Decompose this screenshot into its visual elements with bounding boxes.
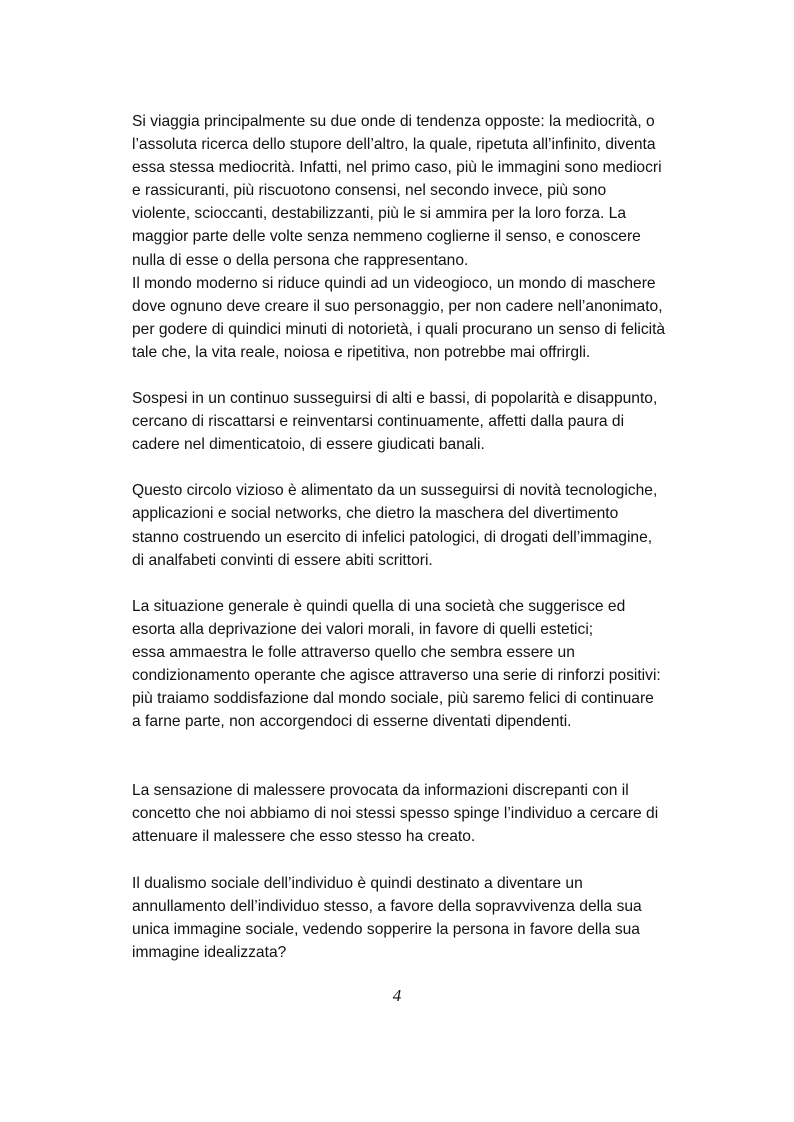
paragraph-7 [132,872,692,964]
text-line: l’assoluta ricerca dello stupore dell’altro, la quale, ripetuta all’infinito, diventa [132,136,656,154]
page-number: 4 [392,986,402,1005]
text-line: di analfabeti convinti di essere abiti scrittori. [132,551,433,569]
text-line: attenuare il malessere che esso stesso ha creato. [132,828,476,846]
text-line: La sensazione di malessere provocata da informazioni discrepanti con il [132,782,629,800]
text-line: dove ognuno deve creare il suo personaggio, per non cadere nell’anonimato, [132,297,663,315]
paragraph-4 [132,479,692,571]
paragraph-spacer [132,572,692,595]
paragraph-spacer [132,849,692,872]
paragraph-spacer [132,733,692,779]
text-line: cadere nel dimenticatoio, di essere giudicati banali. [132,436,485,454]
text-line: immagine idealizzata? [132,943,287,961]
text-line: Sospesi in un continuo susseguirsi di alti e bassi, di popolarità e disappunto, [132,390,658,408]
paragraph-spacer [132,456,692,479]
text-line: essa stessa mediocrità. Infatti, nel primo caso, più le immagini sono mediocri [132,159,662,177]
text-line: condizionamento operante che agisce attraverso una serie di rinforzi positivi: [132,666,661,684]
paragraph-3 [132,387,692,456]
text-line: maggior parte delle volte senza nemmeno coglierne il senso, e conoscere [132,228,641,246]
text-line: Questo circolo vizioso è alimentato da un susseguirsi di novità tecnologiche, [132,482,658,500]
text-line: applicazioni e social networks, che dietro la maschera del divertimento [132,505,619,523]
text-line: Il dualismo sociale dell’individuo è quindi destinato a diventare un [132,874,583,892]
text-line: concetto che noi abbiamo di noi stessi spesso spinge l’individuo a cercare di [132,805,659,823]
text-line: nulla di esse o della persona che rappresentano. [132,251,469,269]
text-line: tale che, la vita reale, noiosa e ripetitiva, non potrebbe mai offrirgli. [132,343,591,361]
text-line: violente, scioccanti, destabilizzanti, più le si ammira per la loro forza. La [132,205,627,223]
text-line: Si viaggia principalmente su due onde di tendenza opposte: la mediocrità, o [132,113,655,130]
text-line: essa ammaestra le folle attraverso quello che sembra essere un [132,643,575,661]
paragraph-5 [132,595,692,734]
text-line: La situazione generale è quindi quella di una società che suggerisce ed [132,597,626,615]
paragraph-1 [132,110,692,272]
paragraph-6 [132,779,692,848]
text-line: annullamento dell’individuo stesso, a favore della sopravvivenza della sua [132,897,642,915]
text-line: Il mondo moderno si riduce quindi ad un videogioco, un mondo di maschere [132,274,656,292]
text-line: unica immagine sociale, vedendo sopperire la persona in favore della sua [132,920,640,938]
text-line: per godere di quindici minuti di notorietà, i quali procurano un senso di felicità [132,320,666,338]
text-line: a farne parte, non accorgendoci di esserne diventati dipendenti. [132,713,572,731]
text-line: cercano di riscattarsi e reinventarsi continuamente, affetti dalla paura di [132,413,625,431]
text-line: e rassicuranti, più riscuotono consensi, nel secondo invece, più sono [132,182,607,200]
text-line: esorta alla deprivazione dei valori morali, in favore di quelli estetici; [132,620,594,638]
text-line: più traiamo soddisfazione dal mondo sociale, più saremo felici di continuare [132,690,654,708]
paragraph-spacer [132,364,692,387]
paragraph-2 [132,272,692,364]
body-text [132,110,692,964]
text-line: stanno costruendo un esercito di infelici patologici, di drogati dell’immagine, [132,528,653,546]
